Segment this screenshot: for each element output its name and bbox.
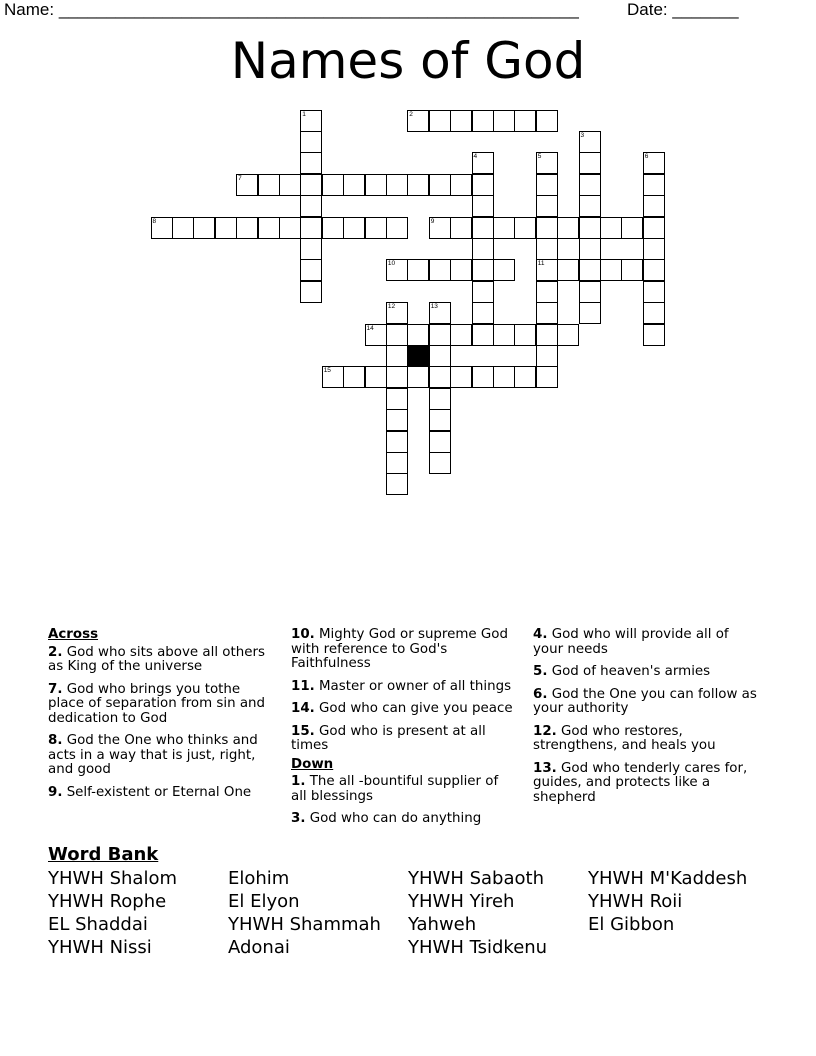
crossword-cell[interactable] (579, 217, 601, 239)
crossword-cell[interactable] (365, 366, 387, 388)
crossword-cell[interactable] (407, 110, 429, 132)
crossword-cell[interactable] (493, 110, 515, 132)
clue-number: 9 (430, 217, 435, 225)
crossword-cell[interactable] (407, 174, 429, 196)
crossword-cell[interactable] (450, 366, 472, 388)
crossword-cell[interactable] (300, 217, 322, 239)
crossword-cell[interactable] (343, 174, 365, 196)
crossword-cell[interactable] (472, 152, 494, 174)
crossword-cell[interactable] (579, 281, 601, 303)
crossword-cell[interactable] (172, 217, 194, 239)
crossword-cell[interactable] (472, 302, 494, 324)
crossword-cell[interactable] (643, 217, 665, 239)
crossword-cell[interactable] (365, 217, 387, 239)
crossword-cell[interactable] (193, 217, 215, 239)
crossword-cell[interactable] (514, 110, 536, 132)
crossword-cell[interactable] (536, 366, 558, 388)
black-cell (407, 345, 429, 367)
page-title: Names of God (230, 32, 586, 90)
clue-number: 11 (537, 260, 545, 268)
crossword-cell[interactable] (514, 366, 536, 388)
clue-down-12: 12. God who restores, strengthens, and heals you (533, 723, 716, 753)
crossword-cell[interactable] (236, 217, 258, 239)
word-bank-column-1 (48, 867, 177, 959)
crossword-cell[interactable] (386, 217, 408, 239)
across-heading: Across (48, 627, 99, 642)
crossword-cell[interactable] (258, 217, 280, 239)
crossword-cell[interactable] (407, 259, 429, 281)
crossword-cell[interactable] (514, 324, 536, 346)
crossword-cell[interactable] (343, 366, 365, 388)
crossword-cell[interactable] (343, 217, 365, 239)
crossword-cell[interactable] (579, 238, 601, 260)
word-bank-item: YHWH Shalom (48, 868, 177, 889)
crossword-cell[interactable] (300, 131, 322, 153)
crossword-cell[interactable] (300, 238, 322, 260)
crossword-cell[interactable] (151, 217, 173, 239)
clue-number: 8 (152, 217, 157, 225)
crossword-cell[interactable] (386, 452, 408, 474)
crossword-cell[interactable] (279, 174, 301, 196)
crossword-cell[interactable] (386, 431, 408, 453)
clue-number: 3 (580, 131, 585, 139)
crossword-cell[interactable] (386, 259, 408, 281)
crossword-cell[interactable] (579, 259, 601, 281)
crossword-cell[interactable] (450, 259, 472, 281)
crossword-cell[interactable] (472, 259, 494, 281)
crossword-cell[interactable] (493, 259, 515, 281)
crossword-cell[interactable] (386, 473, 408, 495)
crossword-cell[interactable] (300, 259, 322, 281)
crossword-cell[interactable] (429, 388, 451, 410)
crossword-cell[interactable] (536, 324, 558, 346)
crossword-cell[interactable] (557, 324, 579, 346)
clue-number: 6 (644, 153, 649, 161)
crossword-cell[interactable] (386, 345, 408, 367)
crossword-cell[interactable] (643, 195, 665, 217)
crossword-cell[interactable] (536, 281, 558, 303)
crossword-cell[interactable] (300, 110, 322, 132)
crossword-grid (0, 0, 816, 520)
word-bank-item: Elohim (228, 868, 290, 889)
word-bank-item: EL Shaddai (48, 914, 148, 935)
clue-down-13: 13. God who tenderly cares for, guides, and protects like a shepherd (533, 760, 748, 805)
word-bank-title: Word Bank (48, 844, 159, 865)
clue-number: 7 (238, 174, 242, 182)
crossword-cell[interactable] (450, 110, 472, 132)
crossword-cell[interactable] (579, 131, 601, 153)
clue-number: 2 (409, 110, 413, 118)
crossword-cell[interactable] (536, 302, 558, 324)
crossword-cell[interactable] (429, 345, 451, 367)
word-bank-column-3 (408, 867, 547, 959)
crossword-cell[interactable] (365, 174, 387, 196)
clues-column-3 (533, 628, 759, 813)
clue-number: 4 (473, 153, 478, 161)
crossword-cell[interactable] (386, 302, 408, 324)
crossword-cell[interactable] (493, 366, 515, 388)
clue-number: 12 (387, 303, 396, 311)
name-label: Name: (4, 0, 55, 19)
crossword-cell[interactable] (386, 409, 408, 431)
crossword-cell[interactable] (450, 324, 472, 346)
crossword-cell[interactable] (621, 259, 643, 281)
crossword-cell[interactable] (536, 174, 558, 196)
word-bank-item: YHWH Roii (588, 891, 683, 912)
crossword-cell[interactable] (407, 366, 429, 388)
word-bank-item: YHWH M'Kaddesh (588, 868, 748, 889)
crossword-cell[interactable] (429, 302, 451, 324)
clue-number: 1 (302, 110, 306, 118)
crossword-cell[interactable] (472, 195, 494, 217)
crossword-cell[interactable] (386, 324, 408, 346)
crossword-cell[interactable] (429, 217, 451, 239)
clue-down-3: 3. God who can do anything (291, 811, 482, 826)
crossword-cell[interactable] (514, 217, 536, 239)
clue-number: 15 (323, 367, 331, 375)
crossword-cell[interactable] (579, 152, 601, 174)
crossword-cell[interactable] (429, 452, 451, 474)
crossword-cell[interactable] (429, 409, 451, 431)
crossword-cell[interactable] (450, 174, 472, 196)
clue-down-6: 6. God the One you can follow as your authority (533, 686, 757, 716)
crossword-cell[interactable] (536, 345, 558, 367)
word-bank-item: YHWH Shammah (228, 914, 381, 935)
crossword-cell[interactable] (493, 217, 515, 239)
date-line: _______ (672, 0, 739, 19)
crossword-cell[interactable] (236, 174, 258, 196)
crossword-cell[interactable] (300, 195, 322, 217)
date-label: Date: (627, 0, 668, 19)
crossword-cell[interactable] (322, 217, 344, 239)
crossword-cell[interactable] (643, 174, 665, 196)
crossword-cell[interactable] (536, 238, 558, 260)
clue-across-2: 2. God who sits above all others as King of the universe (48, 644, 265, 674)
crossword-cell[interactable] (493, 324, 515, 346)
crossword-cell[interactable] (429, 174, 451, 196)
crossword-cell[interactable] (536, 152, 558, 174)
crossword-cell[interactable] (579, 174, 601, 196)
crossword-cell[interactable] (386, 366, 408, 388)
crossword-cell[interactable] (386, 174, 408, 196)
clue-across-14: 14. God who can give you peace (291, 701, 513, 716)
crossword-cell[interactable] (300, 174, 322, 196)
crossword-cell[interactable] (621, 217, 643, 239)
clue-across-11: 11. Master or owner of all things (291, 678, 512, 694)
crossword-cell[interactable] (643, 281, 665, 303)
word-bank-item: YHWH Nissi (48, 937, 152, 958)
down-heading: Down (291, 756, 334, 772)
crossword-cell[interactable] (536, 195, 558, 217)
word-bank-item: YHWH Sabaoth (408, 868, 544, 889)
crossword-cell[interactable] (557, 259, 579, 281)
clue-across-15: 15. God who is present at all times (291, 723, 486, 753)
word-bank-column-2 (228, 867, 381, 959)
word-bank-item: YHWH Rophe (48, 891, 167, 912)
clues-column-2 (291, 628, 517, 835)
crossword-cell[interactable] (536, 259, 558, 281)
crossword-cell[interactable] (429, 366, 451, 388)
crossword-cell[interactable] (429, 110, 451, 132)
crossword-cell[interactable] (386, 388, 408, 410)
word-bank-item: YHWH Yireh (408, 891, 515, 912)
clue-number: 10 (387, 260, 396, 268)
name-line: _______________________________________________________ (58, 0, 579, 19)
word-bank-item: El Elyon (228, 891, 300, 912)
crossword-cell[interactable] (472, 281, 494, 303)
crossword-cell[interactable] (643, 152, 665, 174)
crossword-cell[interactable] (472, 217, 494, 239)
crossword-cell[interactable] (322, 366, 344, 388)
word-bank-item: Adonai (228, 937, 290, 958)
clue-number: 14 (366, 324, 374, 332)
crossword-cell[interactable] (643, 259, 665, 281)
clue-number: 5 (537, 153, 542, 161)
crossword-cell[interactable] (579, 302, 601, 324)
crossword-cell[interactable] (300, 152, 322, 174)
clue-down-4: 4. God who will provide all of your needs (533, 627, 729, 657)
clue-number: 13 (430, 303, 438, 311)
crossword-cell[interactable] (600, 217, 622, 239)
clue-across-10: 10. Mighty God or supreme God with reference to God's Faithfulness (291, 627, 508, 671)
crossword-cell[interactable] (536, 110, 558, 132)
crossword-cell[interactable] (365, 324, 387, 346)
crossword-cell[interactable] (472, 174, 494, 196)
crossword-cell[interactable] (579, 195, 601, 217)
clue-down-1: 1. The all -bountiful supplier of all blessings (291, 774, 499, 804)
clue-across-8: 8. God the One who thinks and acts in a way that is just, right, and good (48, 733, 258, 777)
crossword-cell[interactable] (429, 259, 451, 281)
crossword-cell[interactable] (472, 110, 494, 132)
crossword-cell[interactable] (536, 217, 558, 239)
crossword-cell[interactable] (600, 259, 622, 281)
crossword-cell[interactable] (279, 217, 301, 239)
crossword-cell[interactable] (557, 217, 579, 239)
clue-across-7: 7. God who brings you tothe place of separation from sin and dedication to God (48, 681, 266, 726)
clue-across-9: 9. Self-existent or Eternal One (48, 784, 252, 800)
crossword-cell[interactable] (472, 238, 494, 260)
clue-down-5: 5. God of heaven's armies (533, 664, 711, 679)
crossword-cell[interactable] (643, 238, 665, 260)
crossword-cell[interactable] (407, 324, 429, 346)
crossword-cell[interactable] (643, 302, 665, 324)
word-bank-item: Yahweh (408, 914, 477, 935)
word-bank-item: El Gibbon (588, 914, 675, 935)
crossword-cell[interactable] (429, 324, 451, 346)
crossword-cell[interactable] (300, 281, 322, 303)
crossword-cell[interactable] (429, 431, 451, 453)
crossword-cell[interactable] (258, 174, 280, 196)
crossword-cell[interactable] (472, 324, 494, 346)
word-bank-item: YHWH Tsidkenu (408, 937, 548, 958)
crossword-cell[interactable] (322, 174, 344, 196)
crossword-cell[interactable] (450, 217, 472, 239)
crossword-cell[interactable] (472, 366, 494, 388)
crossword-cell[interactable] (643, 324, 665, 346)
clues-column-1 (48, 628, 270, 808)
crossword-cell[interactable] (215, 217, 237, 239)
word-bank-column-4 (588, 867, 747, 936)
